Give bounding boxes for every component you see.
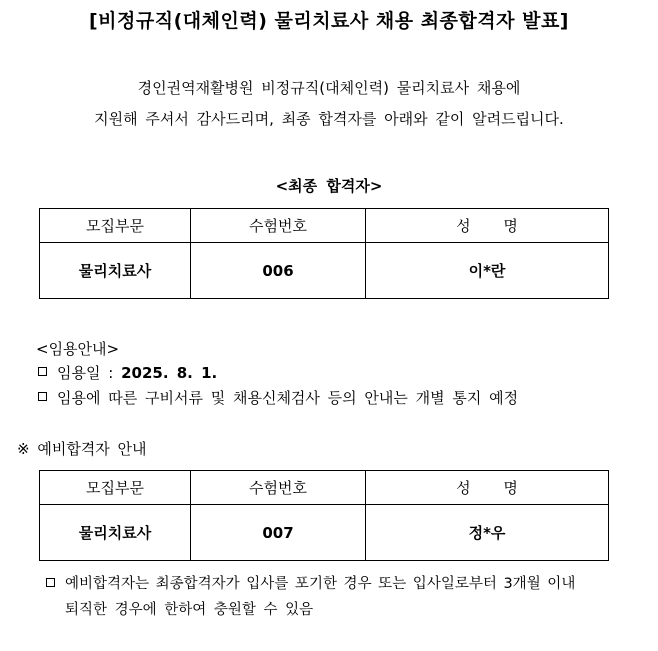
appointment-date-line — [38, 362, 217, 383]
appointment-heading: <임용안내> — [36, 340, 120, 358]
appointment-date-value: 2025. 8. 1. — [121, 364, 218, 382]
header-department: 모집부문 — [40, 471, 191, 505]
table-row — [40, 505, 609, 561]
intro-line-2: 지원해 주셔서 감사드리며, 최종 합격자를 아래와 같이 알려드립니다. — [94, 110, 564, 128]
reserve-note-line-1 — [46, 572, 575, 593]
reserve-result-table — [39, 470, 609, 561]
intro-line-1: 경인권역재활병원 비정규직(대체인력) 물리치료사 채용에 — [137, 79, 521, 97]
header-department: 모집부문 — [40, 209, 191, 243]
cell-name: 정*우 — [366, 505, 609, 561]
cell-number: 007 — [191, 505, 366, 561]
final-result-table — [39, 208, 609, 299]
cell-department: 물리치료사 — [40, 505, 191, 561]
appointment-note: 임용에 따른 구비서류 및 채용신체검사 등의 안내는 개별 통지 예정 — [57, 389, 519, 407]
square-bullet-icon — [38, 392, 47, 401]
table-header-row — [40, 209, 609, 243]
reserve-heading: ※ 예비합격자 안내 — [17, 440, 147, 458]
header-name: 성 명 — [366, 209, 609, 243]
square-bullet-icon — [46, 578, 55, 587]
square-bullet-icon — [38, 367, 47, 376]
cell-number: 006 — [191, 243, 366, 299]
table-row — [40, 243, 609, 299]
reserve-note-line-2: 퇴직한 경우에 한하여 충원할 수 있음 — [65, 602, 314, 618]
final-section-heading: <최종 합격자> — [275, 177, 383, 195]
table-header-row — [40, 471, 609, 505]
reserve-note-1: 예비합격자는 최종합격자가 입사를 포기한 경우 또는 입사일로부터 3개월 이내 — [65, 576, 576, 592]
header-number: 수험번호 — [191, 209, 366, 243]
appointment-note-line — [38, 387, 518, 408]
header-name: 성 명 — [366, 471, 609, 505]
page-title: [비정규직(대체인력) 물리치료사 채용 최종합격자 발표] — [89, 10, 569, 32]
cell-department: 물리치료사 — [40, 243, 191, 299]
cell-name: 이*란 — [366, 243, 609, 299]
header-number: 수험번호 — [191, 471, 366, 505]
appointment-date-label: 임용일 : — [57, 364, 114, 382]
